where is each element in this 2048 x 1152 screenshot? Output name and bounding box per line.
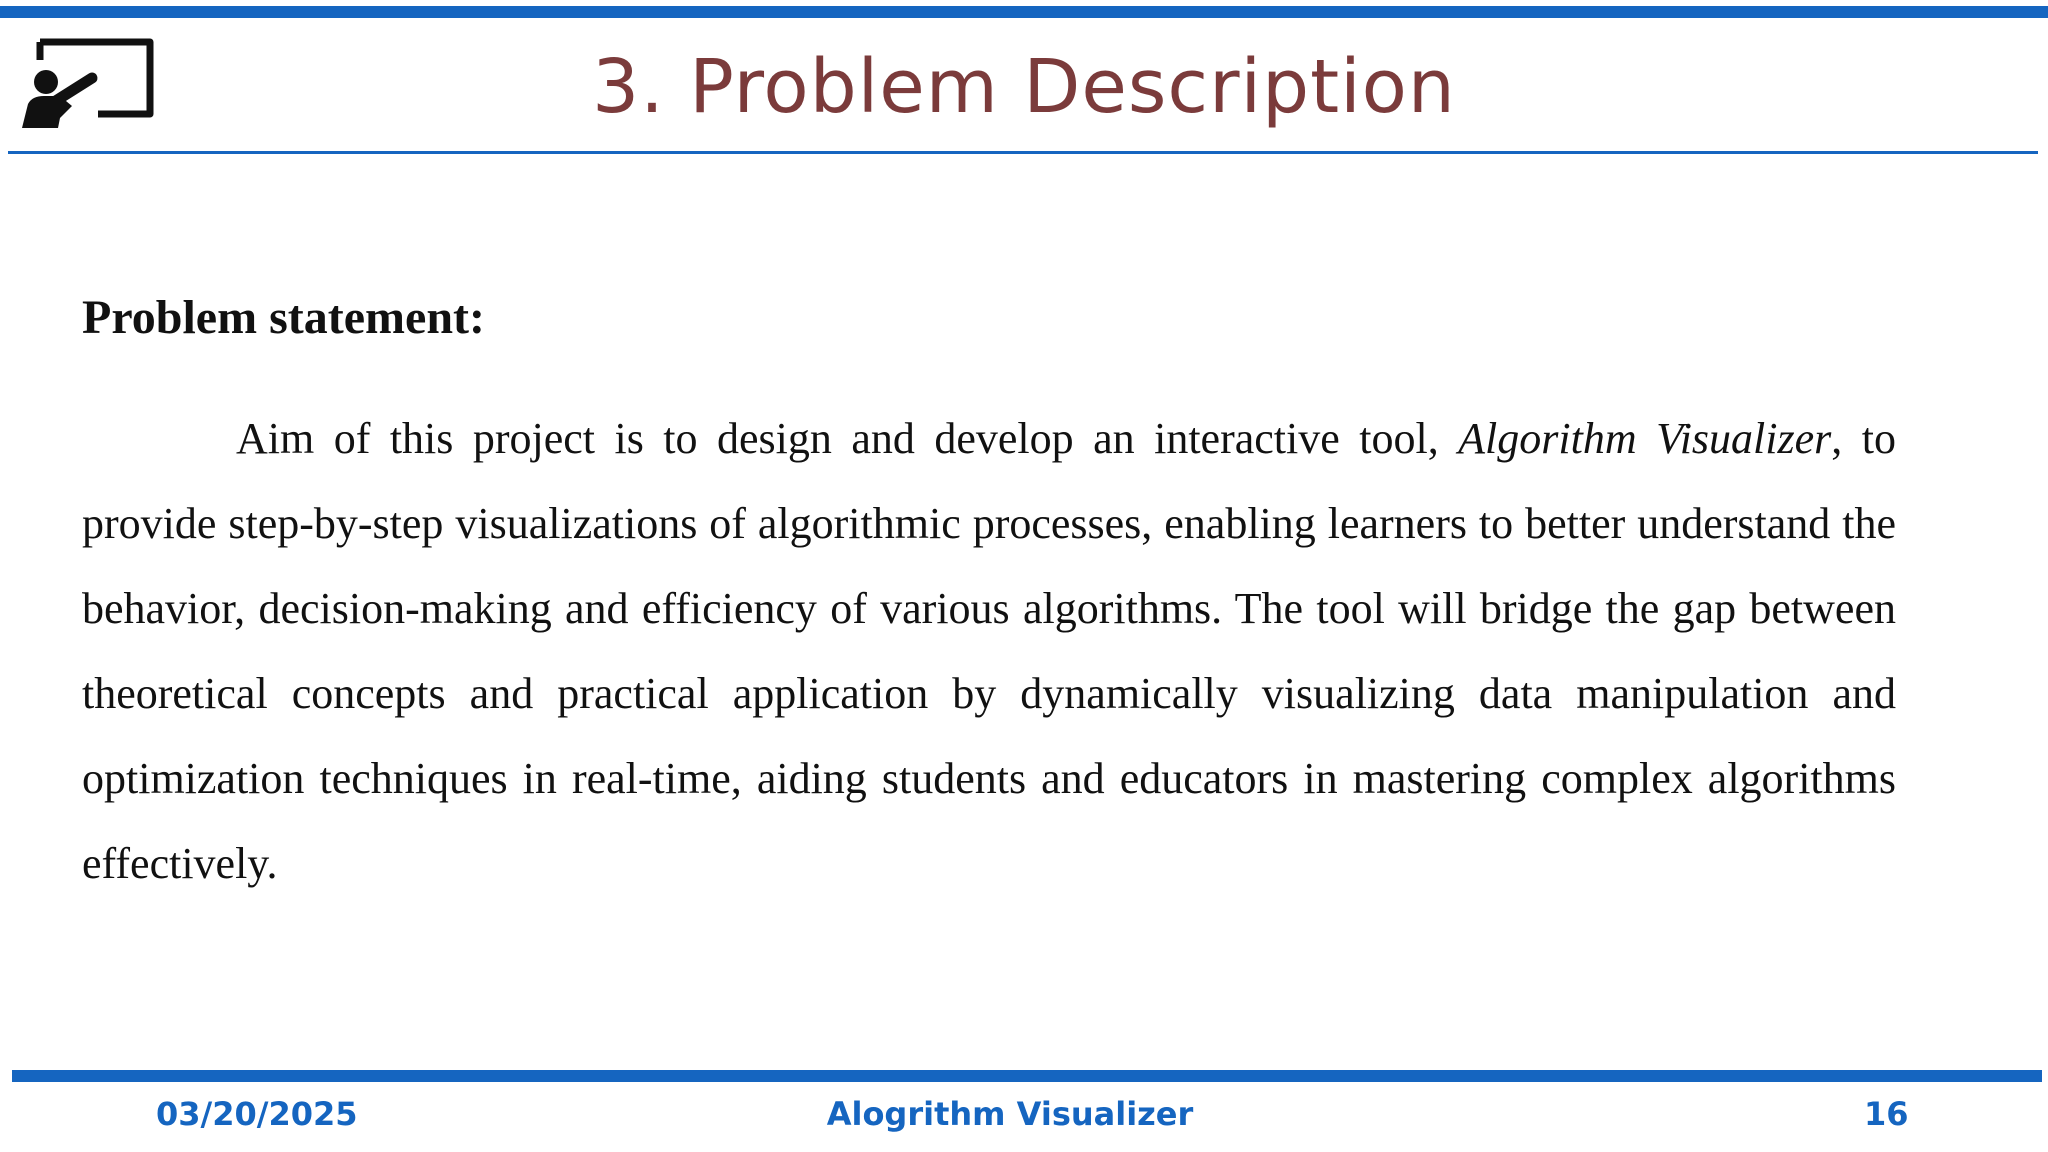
problem-statement-paragraph xyxy=(82,396,1896,906)
footer-accent-bar xyxy=(12,1070,2042,1082)
paragraph-rest: , to provide step-by-step visualizations of algorithmic processes, enabling learners to better understand the behavior, decision-making and efficiency of various algorithms. The tool will bridge the gap between theoretical concepts and practical application by dynamically visualizing data manipulation and optimization techniques in real-time, aiding students and educators in mastering complex algorithms effectively. xyxy=(82,414,1896,888)
slide-title: 3. Problem Description xyxy=(592,44,1456,130)
footer-date: 03/20/2025 xyxy=(156,1095,358,1133)
footer-presentation-title: Alogrithm Visualizer xyxy=(826,1095,1194,1133)
paragraph-lead: Aim of this project is to design and develop an interactive tool, xyxy=(236,414,1459,463)
slide-number: 16 xyxy=(1864,1095,1909,1133)
project-name-emphasis: Algorithm Visualizer xyxy=(1458,414,1832,463)
title-divider xyxy=(8,151,2038,154)
section-heading: Problem statement: xyxy=(82,291,485,344)
top-accent-bar xyxy=(0,6,2048,18)
